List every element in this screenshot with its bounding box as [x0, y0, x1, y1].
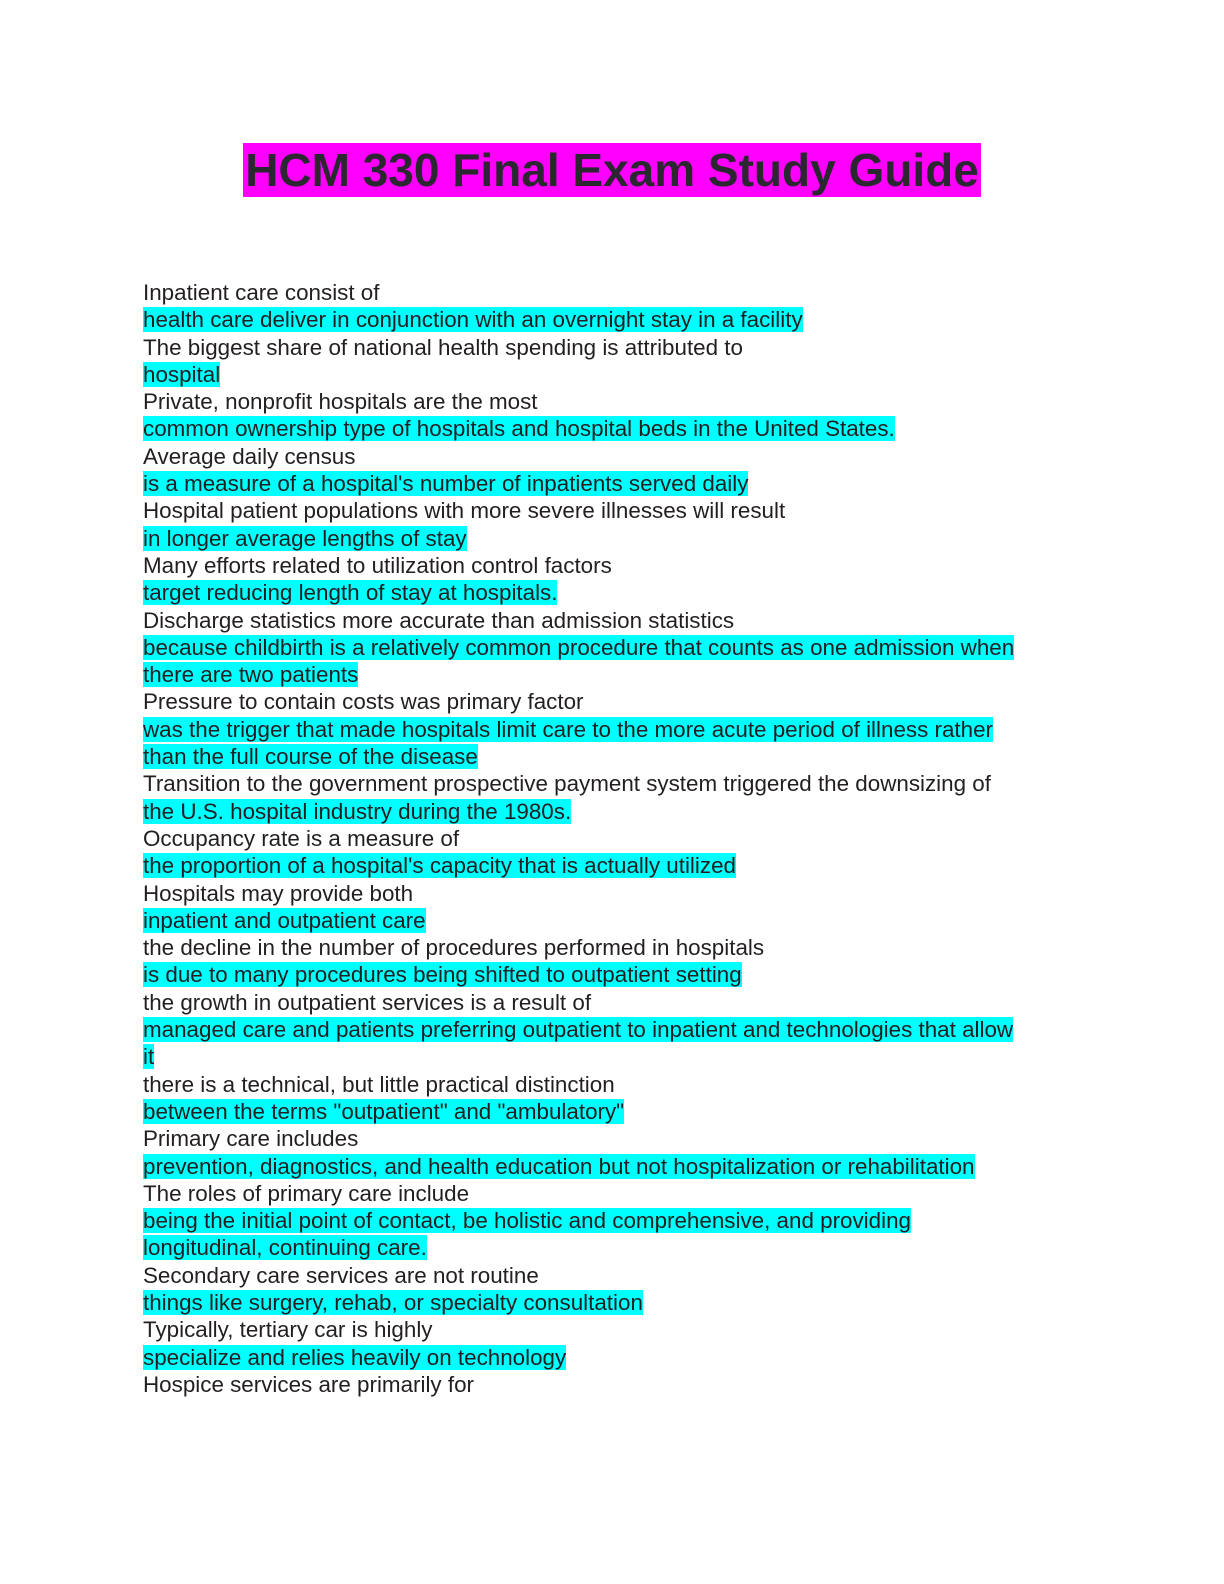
answer-line [143, 1234, 1083, 1261]
answer-text: prevention, diagnostics, and health education but not hospitalization or rehabilitation [143, 1153, 975, 1179]
answer-text: common ownership type of hospitals and hospital beds in the United States. [143, 416, 895, 442]
question-line [143, 1180, 1083, 1207]
answer-line [143, 798, 1083, 825]
answer-text: there are two patients [143, 662, 359, 688]
answer-line [143, 415, 1083, 442]
question-line [143, 279, 1083, 306]
answer-text: because childbirth is a relatively common procedure that counts as one admission when [143, 634, 1015, 660]
question-text: the growth in outpatient services is a result of [143, 989, 592, 1015]
answer-text: managed care and patients preferring outpatient to inpatient and technologies that allow [143, 1017, 1014, 1043]
study-guide-body [143, 279, 1083, 1398]
question-line [143, 688, 1083, 715]
question-line [143, 607, 1083, 634]
question-line [143, 334, 1083, 361]
question-text: there is a technical, but little practical distinction [143, 1071, 615, 1097]
question-line [143, 1316, 1083, 1343]
question-text: the decline in the number of procedures performed in hospitals [143, 935, 765, 961]
question-line [143, 388, 1083, 415]
answer-line [143, 661, 1083, 688]
answer-line [143, 1098, 1083, 1125]
question-text: Pressure to contain costs was primary factor [143, 689, 584, 715]
question-text: Primary care includes [143, 1126, 359, 1152]
answer-text: longitudinal, continuing care. [143, 1235, 427, 1261]
answer-line [143, 634, 1083, 661]
question-line [143, 880, 1083, 907]
question-text: Hospice services are primarily for [143, 1371, 474, 1397]
answer-line [143, 361, 1083, 388]
answer-line [143, 470, 1083, 497]
answer-text: is due to many procedures being shifted to outpatient setting [143, 962, 742, 988]
question-text: Discharge statistics more accurate than admission statistics [143, 607, 735, 633]
question-text: Inpatient care consist of [143, 280, 380, 305]
question-text: Hospital patient populations with more severe illnesses will result [143, 498, 786, 524]
question-text: The roles of primary care include [143, 1180, 470, 1206]
answer-text: it [143, 1044, 155, 1070]
answer-line [143, 1153, 1083, 1180]
title-container [0, 143, 1224, 197]
answer-text: in longer average lengths of stay [143, 525, 467, 551]
answer-line [143, 1043, 1083, 1070]
answer-text: specialize and relies heavily on technology [143, 1344, 567, 1370]
answer-text: between the terms "outpatient" and "ambulatory" [143, 1098, 625, 1124]
question-line [143, 1125, 1083, 1152]
answer-line [143, 852, 1083, 879]
question-line [143, 552, 1083, 579]
question-text: Occupancy rate is a measure of [143, 825, 460, 851]
question-text: Many efforts related to utilization control factors [143, 552, 612, 578]
answer-line [143, 525, 1083, 552]
answer-text: health care deliver in conjunction with an overnight stay in a facility [143, 307, 803, 333]
question-text: Private, nonprofit hospitals are the most [143, 389, 538, 415]
answer-text: things like surgery, rehab, or specialty consultation [143, 1289, 643, 1315]
answer-text: target reducing length of stay at hospitals. [143, 580, 558, 606]
answer-line [143, 306, 1083, 333]
question-line [143, 825, 1083, 852]
question-line [143, 443, 1083, 470]
question-text: Average daily census [143, 443, 356, 469]
answer-line [143, 579, 1083, 606]
answer-line [143, 743, 1083, 770]
question-text: Secondary care services are not routine [143, 1262, 539, 1288]
question-text: Hospitals may provide both [143, 880, 414, 906]
question-text: The biggest share of national health spending is attributed to [143, 334, 743, 360]
answer-line [143, 1207, 1083, 1234]
answer-line [143, 1344, 1083, 1371]
question-line [143, 770, 1083, 797]
answer-text: the U.S. hospital industry during the 1980s. [143, 798, 572, 824]
answer-line [143, 716, 1083, 743]
question-line [143, 934, 1083, 961]
question-line [143, 1071, 1083, 1098]
question-line [143, 497, 1083, 524]
answer-text: than the full course of the disease [143, 744, 478, 770]
question-line [143, 1262, 1083, 1289]
answer-text: hospital [143, 361, 221, 387]
answer-text: was the trigger that made hospitals limit care to the more acute period of illness rather [143, 716, 994, 742]
question-line [143, 1371, 1083, 1398]
answer-text: inpatient and outpatient care [143, 907, 426, 933]
answer-text: being the initial point of contact, be holistic and comprehensive, and providing [143, 1208, 911, 1234]
answer-line [143, 1289, 1083, 1316]
question-text: Typically, tertiary car is highly [143, 1317, 433, 1343]
question-text: Transition to the government prospective payment system triggered the downsizing of [143, 771, 991, 797]
answer-line [143, 961, 1083, 988]
answer-text: is a measure of a hospital's number of inpatients served daily [143, 471, 749, 497]
answer-line [143, 1016, 1083, 1043]
answer-line [143, 907, 1083, 934]
document-title: HCM 330 Final Exam Study Guide [245, 144, 979, 196]
question-line [143, 989, 1083, 1016]
answer-text: the proportion of a hospital's capacity that is actually utilized [143, 853, 736, 879]
